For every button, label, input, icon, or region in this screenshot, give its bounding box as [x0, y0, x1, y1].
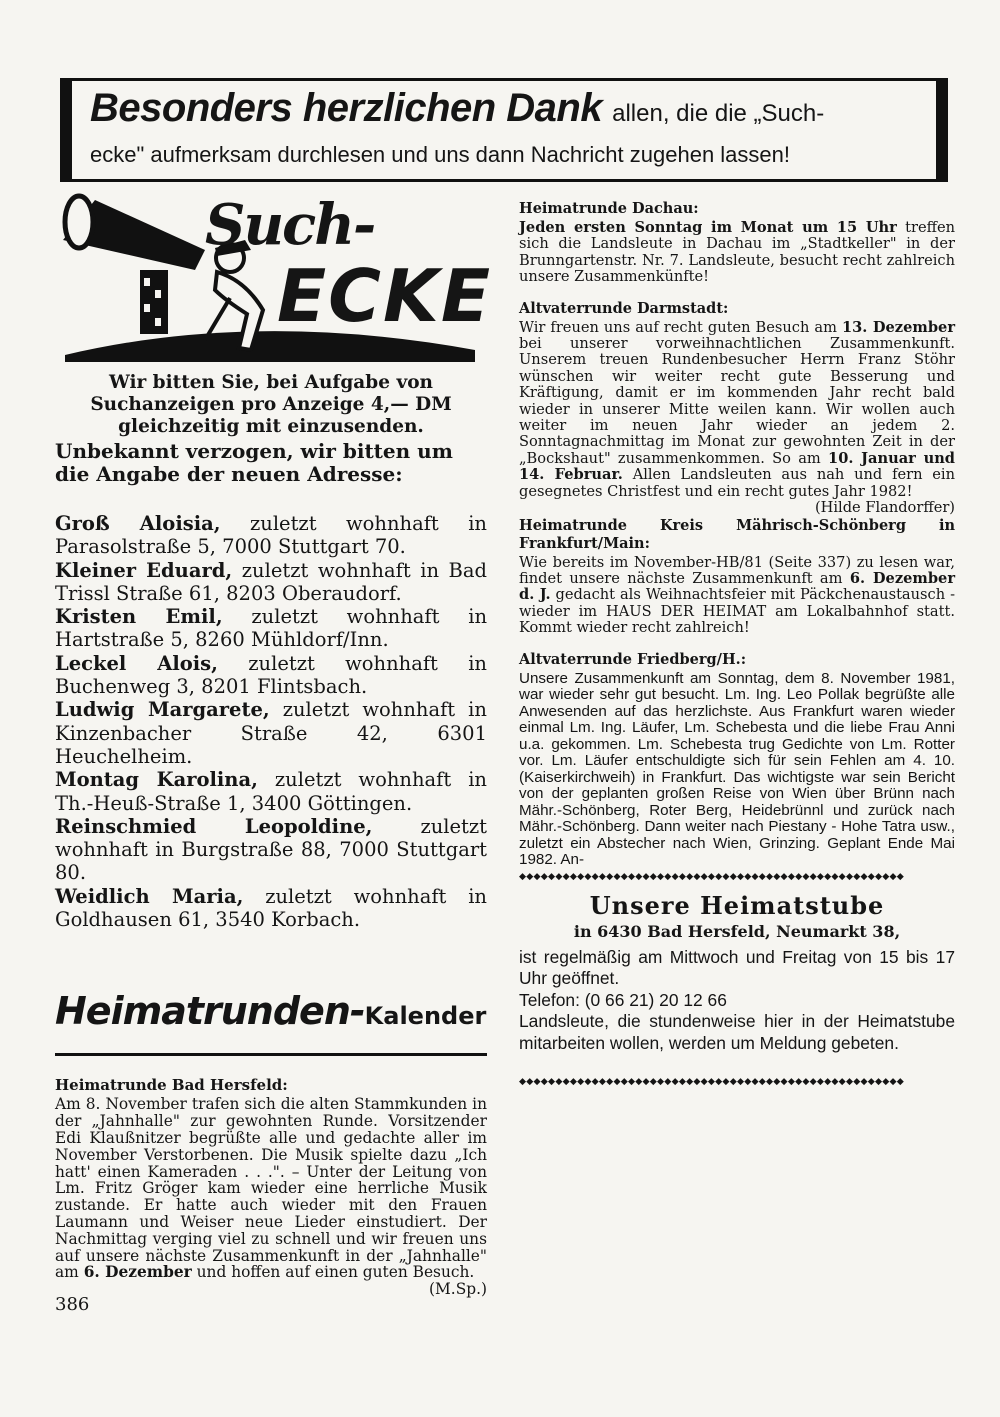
section-heading: Heimatrunde Kreis Mährisch-Schönberg in Frankfurt/Main:: [519, 516, 955, 552]
list-item: [55, 885, 487, 932]
entry-address: zuletzt wohnhaft in Parasolstraße 5, 7000 Stuttgart 70.: [55, 512, 487, 559]
entry-address: zuletzt wohnhaft in Th.-Heuß-Straße 1, 3400 Göttingen.: [55, 768, 487, 815]
signature: (M.Sp.): [429, 1280, 487, 1299]
list-item: [55, 815, 487, 885]
entry-name: Weidlich Maria,: [55, 884, 244, 908]
list-item: [55, 605, 487, 652]
diamond-divider-top: ◆◆◆◆◆◆◆◆◆◆◆◆◆◆◆◆◆◆◆◆◆◆◆◆◆◆◆◆◆◆◆◆◆◆◆◆◆◆◆◆◆◆◆◆◆◆◆◆◆◆◆◆◆: [519, 870, 905, 882]
entry-address: zuletzt wohnhaft in Burgstraße 88, 7000 Stuttgart 80.: [55, 814, 488, 885]
section-text: [519, 555, 955, 637]
moved-notice: Unbekannt verzogen, wir bitten um die Angabe der neuen Adresse:: [55, 439, 453, 486]
entry-address: zuletzt wohnhaft in Kinzenbacher Straße 42, 6301 Heuchelheim.: [55, 698, 487, 768]
section-text: [55, 1095, 487, 1299]
bold-lead: Jeden ersten Sonntag im Monat um 15 Uhr: [519, 219, 897, 236]
heimatstube-address: in 6430 Bad Hersfeld, Neumarkt 38,: [573, 921, 901, 941]
kalender-heading: [55, 989, 487, 1049]
section-text: Unsere Zusammenkunft am Sonntag, dem 8. November 1981, war wieder sehr gut besucht. Lm. Ing. Leo Pollak begrüßte alle Anwesenden auf das herzlichste. Aus Frankfurt waren wieder einmal Lm. Ing. Läufer, Lm. Schebesta und die liebe Frau Anni u.a. gekommen. Lm. Schebesta trug Gedichte von Lm. Rotter vor. Lm. Läufer entschuldigte sich für sein Fehlen am 4. 10. (Kaiserkirchweih) in Frankfurt. Das wichtigste war sein Bericht von der geplanten großen Reise von Wien über Brünn nach Mähr.-Schönberg, Roter Berg, Heidebrünnl und zurück nach Mähr.-Schönberg. Dann weiter nach Piestany - Hohe Tatra usw., zuletzt ein Abstecher nach Wien, Grinzing. Geplant Ende Mai 1982. An-: [519, 669, 955, 869]
signature: (Hilde Flandorffer): [814, 499, 955, 517]
list-item: [55, 768, 487, 815]
section-friedberg: [519, 651, 955, 869]
entry-name: Groß Aloisia,: [55, 512, 221, 535]
date-highlight: 6. Dezember: [83, 1263, 192, 1282]
banner-line-2: ecke" aufmerksam durchlesen und uns dann Nachricht zugehen lassen!: [90, 142, 790, 167]
entry-name: Ludwig Margarete,: [55, 698, 270, 722]
left-column: [55, 190, 492, 1299]
entry-address: zuletzt wohnhaft in Goldhausen 61, 3540 Korbach.: [55, 884, 487, 932]
date-highlight: 13. Dezember: [842, 318, 956, 336]
entry-address: zuletzt wohnhaft in Hartstraße 5, 8260 Mühldorf/Inn.: [55, 605, 488, 652]
section-heading: Altvaterrunde Friedberg/H.:: [519, 650, 747, 668]
section-frankfurt: [519, 517, 955, 637]
text-part: treffen sich die Landsleute in Dachau im „Stadtkeller" in der Brunngartenstr. Nr. 7. Landsleute, besucht recht zahlreich unsere Zusammenkünfte!: [519, 219, 955, 286]
text-part: Am 8. November trafen sich die alten Stammkunden in der „Jahnhalle" zur gewohnten Runde. Vorsitzender Edi Klaußnitzer begrüßte alle und gedachte aller im November Verstorbenen. Die Musik spielte dazu „Ich hatt' einen Kameraden . . .". – Unter der Leitung von Lm. Fritz Gröger kam wieder eine herrliche Musik zustande. Er hatte auch wieder mit den Frauen Laumann und Weiser neue Lieder einstudiert. Der Nachmittag verging viel zu schnell und wir freuen uns auf unsere nächste Zusammenkunft in der „Jahnhalle" am: [55, 1095, 487, 1282]
banner-line-1: [90, 85, 926, 140]
text-part: Wie bereits im November-HB/81 (Seite 337) zu lesen war, findet unsere nächste Zusammenkunft am: [519, 553, 955, 587]
kalender-title-suffix: Kalender: [364, 1002, 487, 1031]
banner-line1-rest: allen, die die „Such-: [612, 100, 825, 127]
text-part: Wir freuen uns auf recht guten Besuch am: [519, 318, 837, 336]
heimatstube-box: [519, 871, 955, 1089]
kalender-rule: [55, 1053, 487, 1056]
such-script-word: Such-: [205, 192, 375, 258]
entry-name: Montag Karolina,: [55, 768, 258, 792]
date-highlight: 10. Januar und 14. Februar.: [519, 449, 956, 484]
heimatstube-title: Unsere Heimatstube: [589, 890, 885, 920]
list-item: [55, 512, 487, 559]
section-heading: Altvaterrunde Darmstadt:: [519, 299, 729, 317]
page-number: 386: [55, 1294, 90, 1315]
heimatstube-phone: Telefon: (0 66 21) 20 12 66: [519, 989, 727, 1010]
section-heading: Heimatrunde Bad Hersfeld:: [55, 1076, 288, 1095]
fee-notice: Wir bitten Sie, bei Aufgabe von Suchanzeigen pro Anzeige 4,— DM gleichzeitig mit einzusenden.: [90, 372, 452, 437]
thanks-banner: [60, 78, 948, 182]
entry-name: Leckel Alois,: [55, 651, 218, 675]
text-part: gedacht als Weihnachtsfeier mit Päckchenaustausch - wieder im HAUS DER HEIMAT am Lokalbahnhof statt. Kommt wieder recht zahlreich!: [519, 586, 956, 637]
heimatstube-appeal: Landsleute, die stundenweise hier in der Heimatstube mitarbeiten wollen, werden um Meldung gebeten.: [519, 1011, 955, 1053]
section-text: [519, 318, 956, 517]
list-item: [55, 698, 487, 768]
list-item: [55, 559, 487, 606]
kalender-title-main: Heimatrunden-: [55, 989, 365, 1034]
section-dachau: [519, 200, 955, 286]
suchecke-logo: [55, 190, 492, 362]
entry-name: Kleiner Eduard,: [55, 558, 233, 582]
entry-address: zuletzt wohnhaft in Buchenweg 3, 8201 Flintsbach.: [55, 651, 487, 699]
heimatstube-hours: ist regelmäßig am Mittwoch und Freitag von 15 bis 17 Uhr geöffnet.: [519, 946, 955, 989]
entry-address: zuletzt wohnhaft in Bad Trissl Straße 61, 8203 Oberaudorf.: [55, 558, 487, 605]
right-column: [519, 200, 955, 1088]
section-heading: Heimatrunde Dachau:: [519, 200, 699, 217]
list-item: [55, 652, 487, 699]
ecke-block-word: ECKE: [277, 254, 492, 338]
section-text: [519, 220, 955, 286]
section-bad-hersfeld: [55, 1076, 487, 1299]
entry-name: Kristen Emil,: [55, 605, 223, 629]
text-part: Allen Landsleuten aus nah und fern ein gesegnetes Christfest und ein recht gutes Jahr 1982!: [519, 466, 955, 500]
missing-persons-list: [55, 512, 487, 931]
entry-name: Reinschmied Leopoldine,: [55, 814, 373, 838]
text-part: und hoffen auf einen guten Besuch.: [196, 1263, 475, 1282]
diamond-divider-bottom: ◆◆◆◆◆◆◆◆◆◆◆◆◆◆◆◆◆◆◆◆◆◆◆◆◆◆◆◆◆◆◆◆◆◆◆◆◆◆◆◆◆◆◆◆◆◆◆◆◆◆◆◆◆: [519, 1076, 905, 1088]
text-part: bei unserer vorweihnachtlichen Zusammenkunft. Unserem treuen Rundenbesucher Herrn Franz Stöhr wünschen wir weiter recht gute Besserung und Kräftigung, damit er im kommenden Jahr recht bald wieder in unserer Mitte weilen kann. Wir wollen auch weiter im neuen Jahr wieder an jedem 2. Sonntagnachmittag im Monat zur gewohnten Zeit in der „Bockshaut" zusammenkommen. So am: [519, 335, 955, 467]
banner-headline: Besonders herzlichen Dank: [90, 86, 603, 130]
date-highlight: 6. Dezember d. J.: [519, 569, 956, 604]
section-darmstadt: [519, 299, 956, 517]
